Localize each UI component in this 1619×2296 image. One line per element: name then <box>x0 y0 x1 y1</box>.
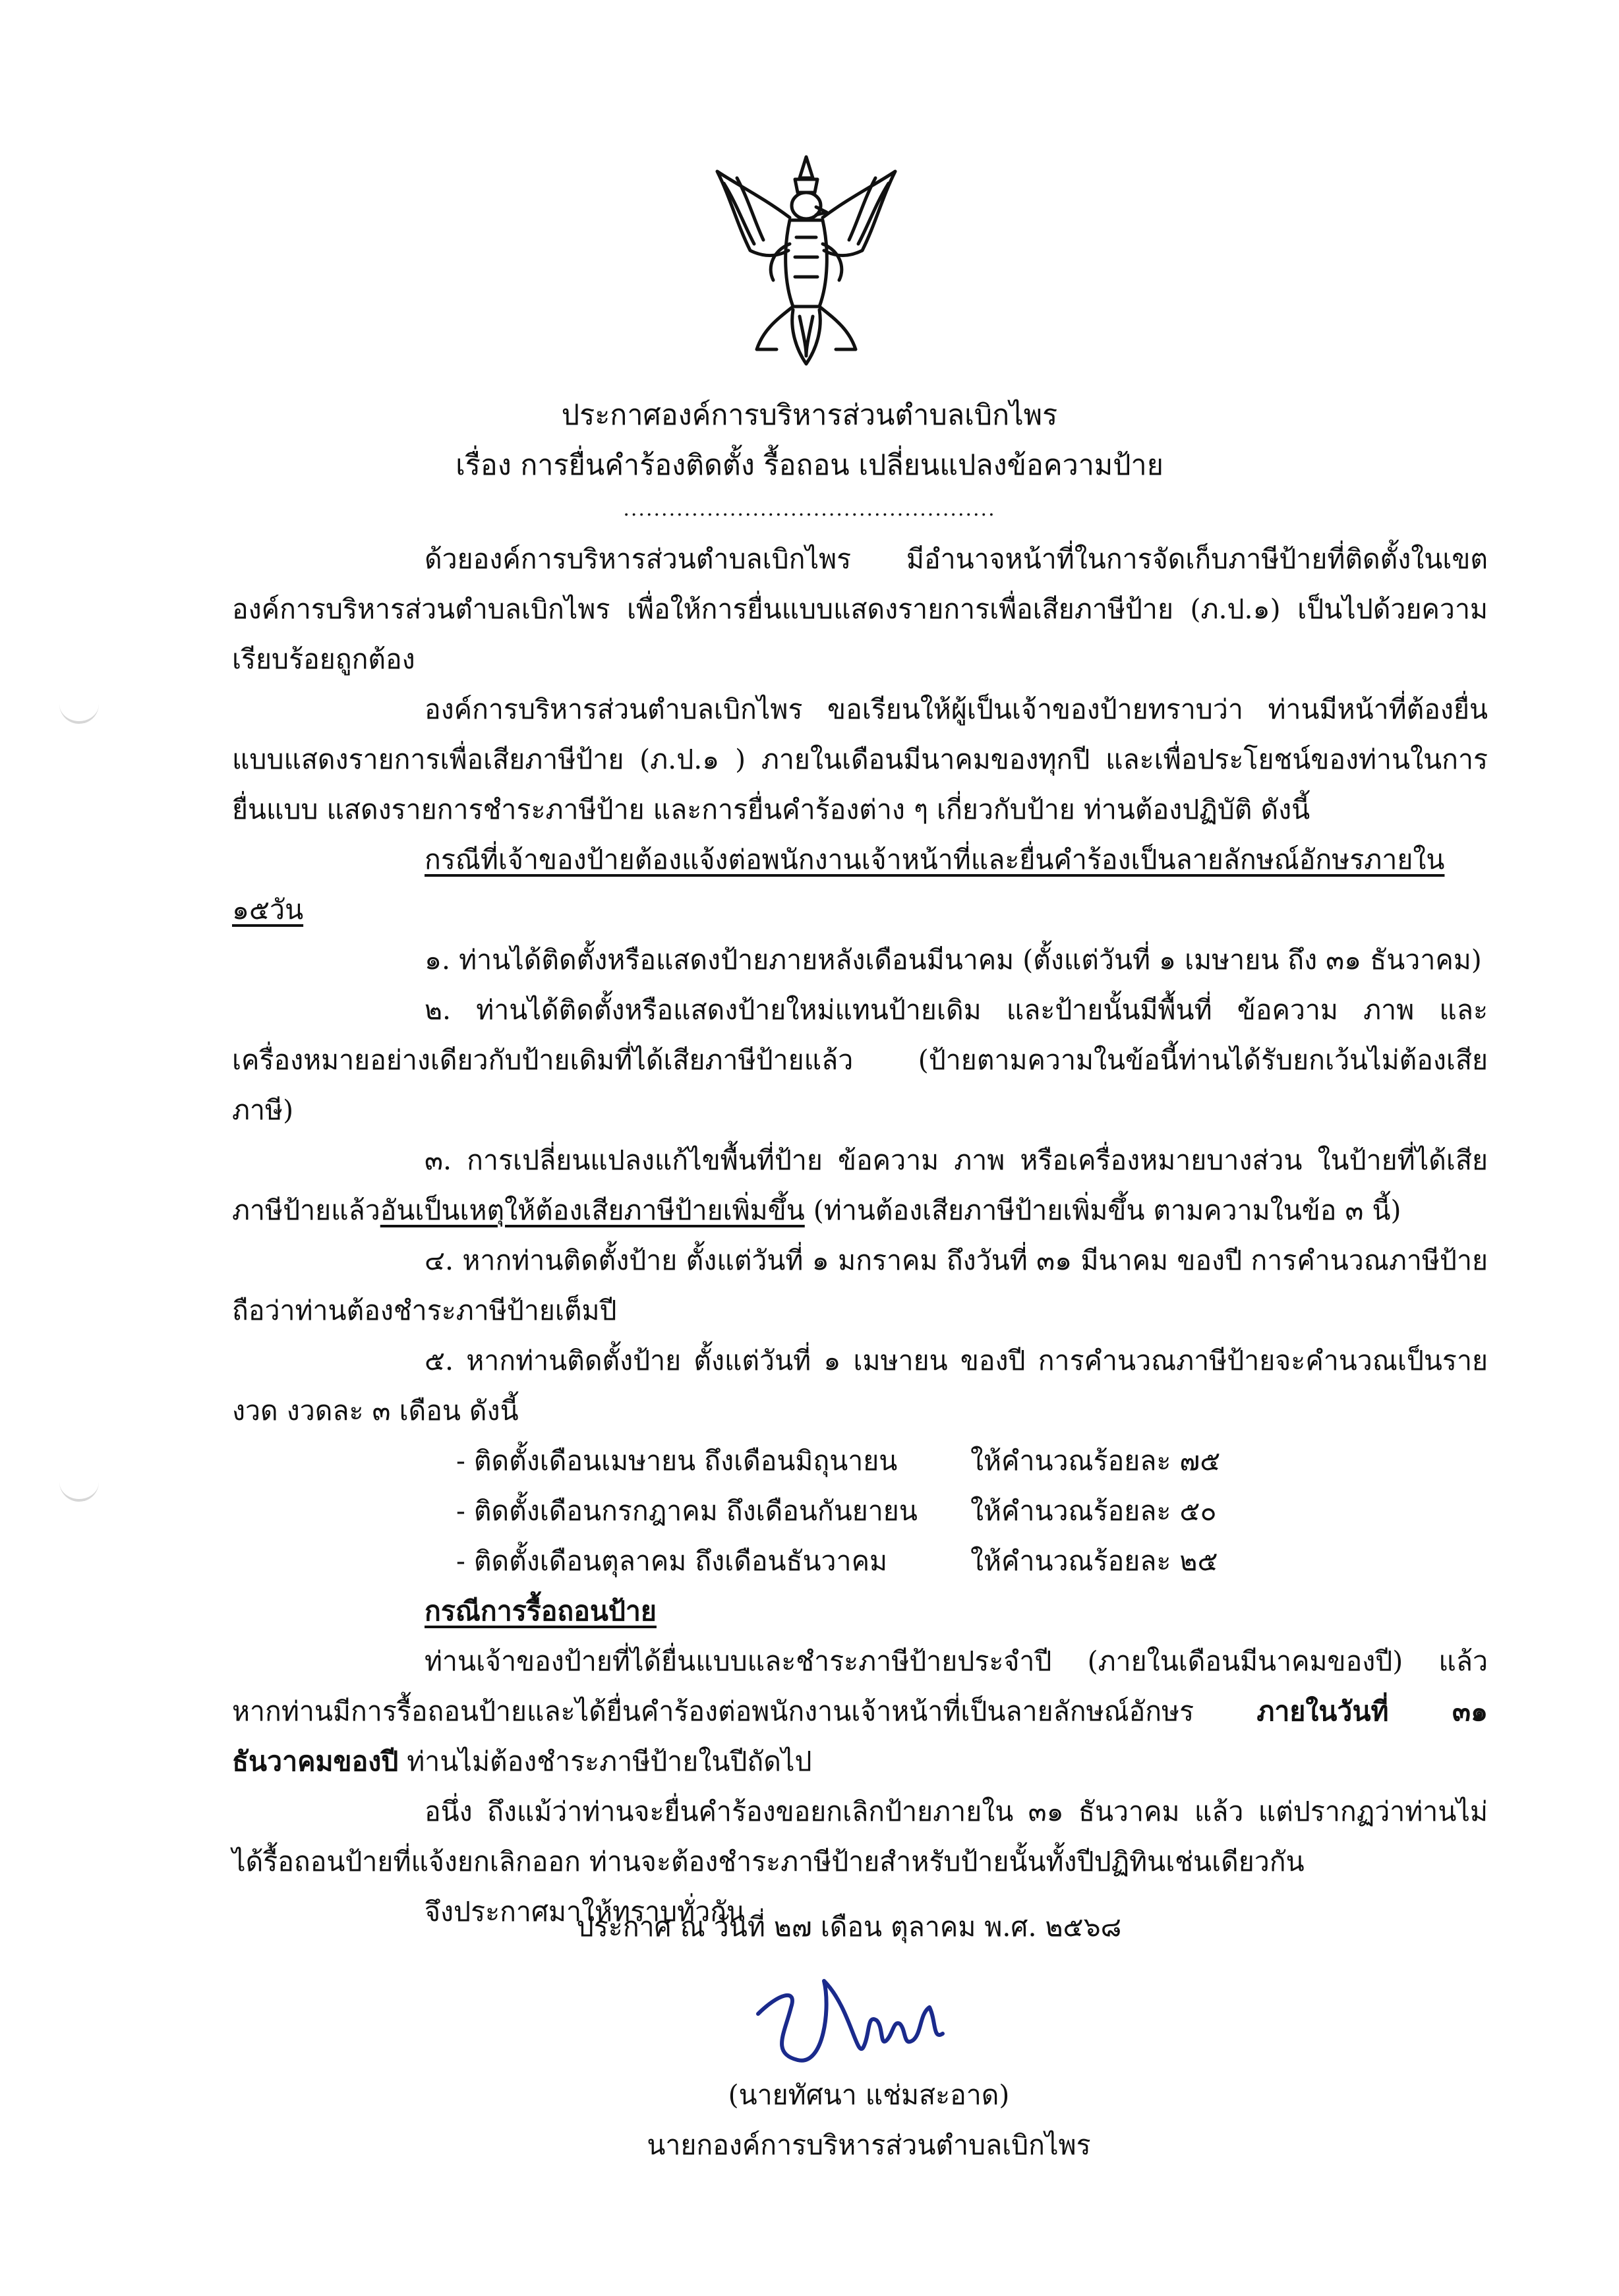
announcement-date: ประกาศ ณ วันที่ ๒๗ เดือน ตุลาคม พ.ศ. ๒๕๖๘ <box>576 1911 1122 1943</box>
rate-value: ให้คำนวณร้อยละ ๗๕ <box>970 1445 1221 1477</box>
item-3-text: ๓. การเปลี่ยนแปลงแก้ไขพื้นที่ป้าย ข้อความ ภาพ หรือเครื่องหมายบางส่วน ในป้ายที่ได้เสียภาษีป้ายแล้ว <box>232 1144 1488 1226</box>
item-3-tail: (ท่านต้องเสียภาษีป้ายเพิ่มขึ้น ตามความในข้อ ๓ นี้) <box>804 1194 1401 1226</box>
case-1-heading-text: กรณีที่เจ้าของป้ายต้องแจ้งต่อพนักงานเจ้าหน้าที่และยื่นคำร้องเป็นลายลักษณ์อักษรภายใน ๑๕วัน <box>232 844 1445 926</box>
signer-name: (นายทัศนา แช่มสะอาด) <box>728 2079 1010 2111</box>
paragraph-2: องค์การบริหารส่วนตำบลเบิกไพร ขอเรียนให้ผู้เป็นเจ้าของป้ายทราบว่า ท่านมีหน้าที่ต้องยื่นแบบแสดงรายการเพื่อเสียภาษีป้าย (ภ.ป.๑ ) ภายในเดือนมีนาคมของทุกปี และเพื่อประโยชน์ของท่านในการยื่นแบบ แสดงรายการชำระภาษีป้าย และการยื่นคำร้องต่าง ๆ เกี่ยวกับป้าย ท่านต้องปฏิบัติ ดังนี้ <box>232 693 1488 825</box>
item-3 <box>232 1135 1488 1235</box>
paragraph-3-text: ท่านเจ้าของป้ายที่ได้ยื่นแบบและชำระภาษีป้ายประจำปี (ภายในเดือนมีนาคมของปี) แล้ว หากท่านมีการรื้อถอนป้ายและได้ยื่นคำร้องต่อพนักงานเจ้าหน้าที่เป็นลายลักษณ์อักษร <box>232 1645 1488 1727</box>
item-5: ๕. หากท่านติดตั้งป้าย ตั้งแต่วันที่ ๑ เมษายน ของปี การคำนวณภาษีป้ายจะคำนวณเป็นรายงวด งวดละ ๓ เดือน ดังนี้ <box>232 1345 1488 1427</box>
header-line-2: เรื่อง การยื่นคำร้องติดตั้ง รื้อถอน เปลี่ยนแปลงข้อความป้าย <box>456 449 1163 482</box>
rate-period: - ติดตั้งเดือนกรกฎาคม ถึงเดือนกันยายน <box>456 1495 918 1527</box>
case-2-heading-text: กรณีการรื้อถอนป้าย <box>425 1595 657 1627</box>
item-1: ๑. ท่านได้ติดตั้งหรือแสดงป้ายภายหลังเดือนมีนาคม (ตั้งแต่วันที่ ๑ เมษายน ถึง ๓๑ ธันวาคม) <box>425 944 1482 976</box>
closing-line: จึงประกาศมาให้ทราบทั่วกัน <box>425 1896 746 1928</box>
garuda-emblem-icon <box>711 152 902 369</box>
case-2-heading <box>232 1586 1488 1636</box>
rate-period: - ติดตั้งเดือนตุลาคม ถึงเดือนธันวาคม <box>456 1545 888 1577</box>
signature-icon <box>751 1968 976 2073</box>
announcement-body <box>232 534 1488 1937</box>
paragraph-3 <box>232 1636 1488 1786</box>
header-separator: ................................................. <box>623 498 996 521</box>
paragraph-3-bold: ภายในวันที่ ๓๑ ธันวาคมของปี <box>232 1695 1488 1777</box>
case-1-heading <box>232 835 1488 935</box>
item-2: ๒. ท่านได้ติดตั้งหรือแสดงป้ายใหม่แทนป้ายเดิม และป้ายนั้นมีพื้นที่ ข้อความ ภาพ และเครื่องหมายอย่างเดียวกับป้ายเดิมที่ได้เสียภาษีป้ายแล้ว (ป้ายตามความในข้อนี้ท่านได้รับยกเว้นไม่ต้องเสียภาษี) <box>232 994 1488 1126</box>
rate-value: ให้คำนวณร้อยละ ๒๕ <box>970 1545 1218 1577</box>
rate-row <box>232 1436 1488 1486</box>
rate-value: ให้คำนวณร้อยละ ๕๐ <box>970 1495 1217 1527</box>
rate-row <box>232 1536 1488 1586</box>
item-4: ๔. หากท่านติดตั้งป้าย ตั้งแต่วันที่ ๑ มกราคม ถึงวันที่ ๓๑ มีนาคม ของปี การคำนวณภาษีป้าย ถือว่าท่านต้องชำระภาษีป้ายเต็มปี <box>232 1245 1488 1326</box>
paragraph-1: ด้วยองค์การบริหารส่วนตำบลเบิกไพร มีอำนาจหน้าที่ในการจัดเก็บภาษีป้ายที่ติดตั้งในเขต องค์การบริหารส่วนตำบลเบิกไพร เพื่อให้การยื่นแบบแสดงรายการเพื่อเสียภาษีป้าย (ภ.ป.๑) เป็นไปด้วยความเรียบร้อยถูกต้อง <box>232 543 1488 675</box>
paragraph-4: อนึ่ง ถึงแม้ว่าท่านจะยื่นคำร้องขอยกเลิกป้ายภายใน ๓๑ ธันวาคม แล้ว แต่ปรากฏว่าท่านไม่ได้รื้อถอนป้ายที่แจ้งยกเลิกออก ท่านจะต้องชำระภาษีป้ายสำหรับป้ายนั้นทั้งปีปฏิทินเช่นเดียวกัน <box>232 1796 1488 1877</box>
signer-title: นายกองค์การบริหารส่วนตำบลเบิกไพร <box>647 2129 1091 2161</box>
rate-row <box>232 1486 1488 1536</box>
header-line-1: ประกาศองค์การบริหารส่วนตำบลเบิกไพร <box>561 399 1058 432</box>
punch-hole-mark <box>59 1477 99 1502</box>
rate-period: - ติดตั้งเดือนเมษายน ถึงเดือนมิถุนายน <box>456 1445 898 1477</box>
item-3-underlined: อันเป็นเหตุให้ต้องเสียภาษีป้ายเพิ่มขึ้น <box>380 1194 805 1226</box>
punch-hole-mark <box>59 699 99 724</box>
paragraph-3-tail: ท่านไม่ต้องชำระภาษีป้ายในปีถัดไป <box>398 1746 812 1777</box>
